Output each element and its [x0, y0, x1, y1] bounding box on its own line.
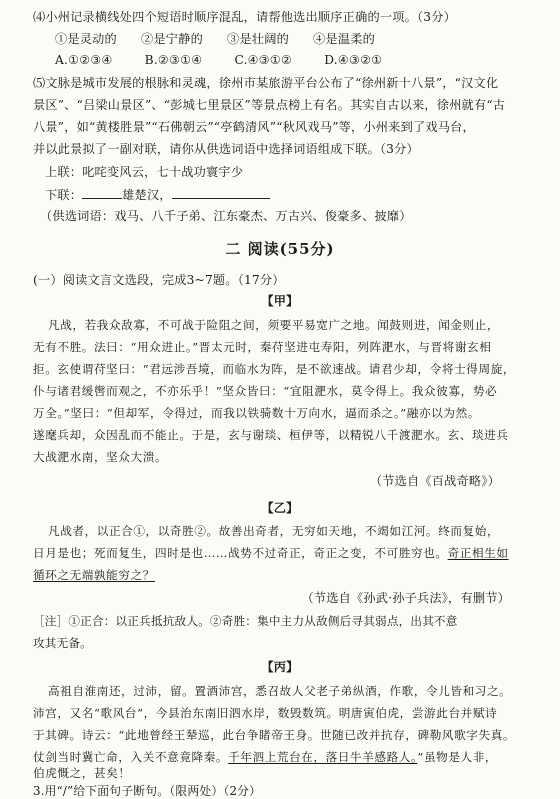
bing-line-4	[33, 749, 497, 765]
phrase-2: ②是宁静的	[141, 32, 203, 46]
bing-line-4-end: ”虽物是人非，	[417, 750, 498, 764]
part1-intro: (一）阅读文言文选段，完成3~7题。（17分）	[33, 273, 285, 287]
jia-title: 【甲】	[261, 294, 299, 308]
yi-underlined-sentence-start: 奇正相生如	[447, 546, 509, 560]
q5-line-1: ⑸文脉是城市发展的根脉和灵魂，徐州市某旅游平台公布了“徐州新十八景”，“汉文化	[33, 76, 499, 90]
yi-source: （节选自《孙武·孙子兵法》，有删节）	[301, 591, 510, 605]
phrase-4: ④是温柔的	[313, 32, 375, 46]
bing-underlined-verse: 千年泗上荒台在，落日牛羊感路人。	[228, 750, 418, 764]
q5-line-4: 并以此景拟了一副对联，请你从供选词语中选择词语组成下联。（3分）	[33, 142, 419, 156]
bing-line-4-start: 仗剑当时冀亡命，入关不意竟降秦。	[33, 750, 229, 764]
bing-line-2: 沛宫，又名“歌风台”，今县治东南旧泗水岸，数毁数筑。明唐寅伯虎，尝游此台并赋诗	[33, 706, 498, 720]
bing-title: 【丙】	[261, 660, 299, 674]
jia-source: （节选自《百战奇略》）	[369, 474, 500, 488]
lower-blank-2[interactable]	[172, 186, 270, 199]
jia-line-4: 仆与诸君缓辔而观之，不亦乐乎！”坚众皆曰：“宜阻淝水，莫令得上。我众彼寡，势必	[33, 384, 498, 398]
bing-line-1: 高祖自淮南还，过沛，留。置酒沛宫，悉召故人父老子弟纵酒，作歌，令儿皆和习之。	[48, 684, 512, 698]
jia-line-1: 凡战，若我众敌寡，不可战于险阻之间，须要平易宽广之地。闻鼓则进，闻金则止，	[48, 318, 500, 332]
yi-line-2-text: 日月是也；死而复生，四时是也……战势不过奇正，奇正之变，不可胜穷也。	[33, 546, 448, 560]
lower-blank-1[interactable]	[82, 186, 122, 199]
couplet-upper	[45, 164, 243, 180]
yi-note-2: 攻其无备。	[33, 636, 92, 650]
jia-line-6: 遂麾兵却，众因乱而不能止。于是，玄与谢琰、桓伊等，以精锐八千渡淝水。玄、琰进兵	[33, 428, 509, 442]
bing-line-5: 伯虎慨之，甚矣！	[33, 766, 131, 780]
yi-underlined-sentence-end: 循环之无端孰能穷之？	[33, 568, 155, 582]
yi-line-2	[33, 545, 509, 561]
yi-line-1: 凡战者，以正合①，以奇胜②。故善出奇者，无穷如天地，不竭如江河。终而复始，	[48, 524, 500, 538]
q5-word-options: （供选词语：戏马、八千子弟、江东豪杰、万古兴、俊豪多、披靡）	[40, 209, 412, 223]
q4-phrases	[55, 31, 375, 47]
jia-line-3: 拒。玄使谓苻坚曰：“君远涉吾境，而临水为阵，是不欲速战。请君少却，令将士得周旋，	[33, 362, 516, 376]
yi-title: 【乙】	[261, 501, 299, 515]
q4-options	[55, 52, 382, 68]
couplet-lower	[45, 186, 270, 203]
upper-label: 上联：	[45, 165, 83, 179]
upper-text: 叱咤变风云，七十战功寰宇少	[82, 165, 244, 179]
phrase-1: ①是灵动的	[55, 32, 117, 46]
q4-stem: ⑷小州记录横线处四个短语时顺序混乱，请帮他选出顺序正确的一项。（3分）	[33, 10, 457, 24]
option-d: D.④③②①	[324, 53, 383, 67]
jia-line-5: 万全。”坚曰：“但却军，令得过，而我以铁骑数十万向水，逼而杀之。”融亦以为然。	[33, 406, 480, 420]
q3-question: 3.用“/”给下面句子断句。（限两处）（2分）	[33, 784, 262, 798]
phrase-3: ③是壮阔的	[227, 32, 289, 46]
q5-line-2: 景区”、“吕梁山景区”、“彭城七里景区”等景点榜上有名。其实自古以来，徐州就有“古	[33, 98, 506, 112]
section-title: 二 阅读(55分)	[225, 240, 335, 258]
jia-line-7: 大战淝水南，坚众大溃。	[33, 450, 168, 464]
option-a: A.①②③④	[55, 53, 113, 67]
yi-note-1: ［注］①正合：以正兵抵抗敌人。②奇胜：集中主力从敌侧后寻其弱点，出其不意	[33, 614, 458, 628]
q5-line-3: 八景”，如“黄楼胜景”“石佛朝云”“亭鹤清风”“秋风戏马”等，小州来到了戏马台，	[33, 120, 475, 134]
lower-mid: 雄楚汉，	[122, 188, 172, 202]
bing-line-3: 于其碑。诗云：“此地曾经王辇巡，此台争睹帝王身。世随已改并抗存，碑勒风歌字失真。	[33, 728, 516, 742]
lower-label: 下联：	[45, 188, 83, 202]
jia-line-2: 无有不胜。法曰：“用众进止。”晋太元时，秦苻坚进屯寿阳，列阵淝水，与晋将谢玄相	[33, 340, 492, 354]
option-c: C.④③①②	[234, 53, 293, 67]
option-b: B.②③①④	[144, 53, 203, 67]
